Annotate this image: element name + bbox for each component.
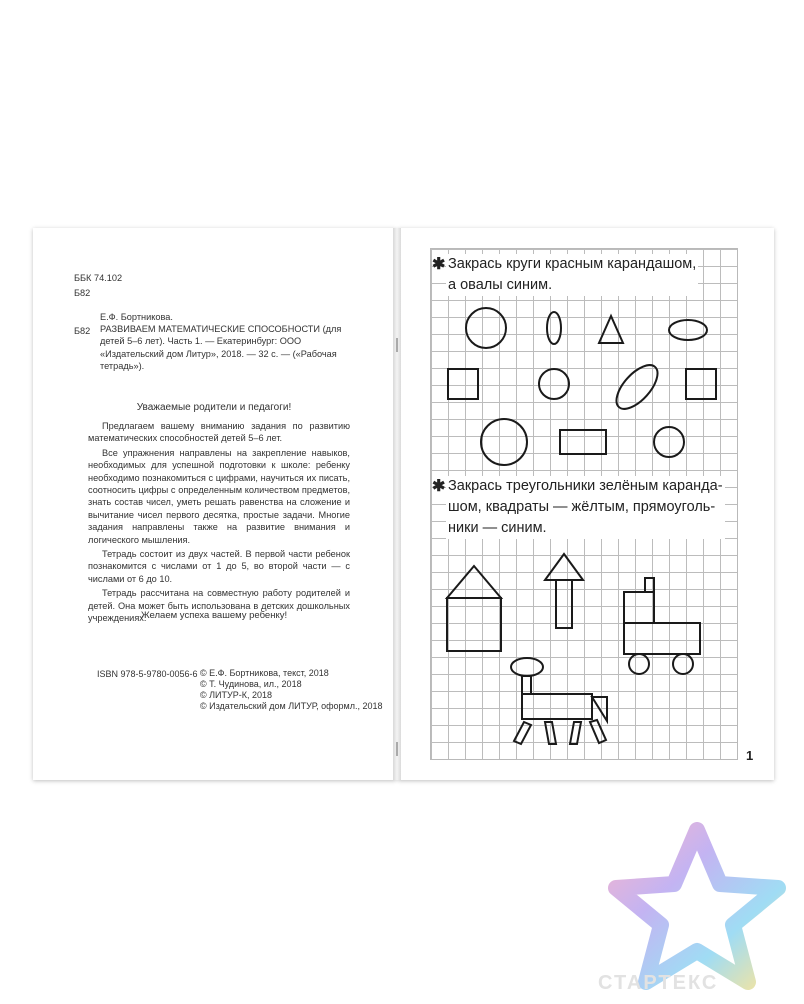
author-name: Е.Ф. Бортникова.	[100, 312, 173, 322]
author-code-top: Б82	[74, 288, 91, 298]
task-line: шом, квадраты — жёлтым, прямоуголь-	[448, 497, 715, 518]
task-line: Закрась круги красным карандашом,	[448, 254, 696, 275]
oval-shape	[609, 358, 664, 416]
oval-shape	[669, 320, 707, 340]
task-line: а овалы синим.	[448, 275, 552, 296]
intro-paragraph: Тетрадь состоит из двух частей. В первой части ребенок познакомится с числами от 1 до 5, во второй части — с числами от 6 до 10.	[88, 549, 350, 584]
house-roof-triangle	[447, 566, 501, 598]
cart-back-square	[624, 592, 654, 623]
closing-wish: Желаем успеха вашему ребенку!	[140, 610, 288, 621]
horse-neck-rect	[522, 676, 531, 694]
cart-wheel-circle	[629, 654, 649, 674]
circle-shape	[539, 369, 569, 399]
copyright-line: © Е.Ф. Бортникова, текст, 2018	[200, 668, 329, 678]
horse-leg	[570, 722, 581, 744]
copyright-line: © Т. Чудинова, ил., 2018	[200, 679, 302, 689]
circle-shape	[466, 308, 506, 348]
bibliographic-entry: РАЗВИВАЕМ МАТЕМАТИЧЕСКИЕ СПОСОБНОСТИ (для детей 5–6 лет). Часть 1. — Екатеринбург: ООО «Издательский дом Литур», 2018. — 32 с. — («Рабочая тетрадь»).	[100, 324, 342, 372]
horse-tail-triangle	[592, 697, 607, 721]
horse-body-rectangle	[522, 694, 592, 719]
page-number: 1	[746, 748, 754, 763]
task-line: Закрась треугольники зелёным каранда-	[448, 476, 723, 497]
intro-paragraph: Тетрадь рассчитана на совместную работу родителей и детей. Она может быть использована в детских дошкольных учреждениях.	[88, 588, 350, 624]
square-shape	[448, 369, 478, 399]
task-2-instruction	[446, 476, 725, 539]
horse-leg	[545, 722, 556, 744]
author-code-side: Б82	[74, 326, 91, 336]
oval-shape	[547, 312, 561, 344]
intro-paragraph: Все упражнения направлены на закрепление навыков, необходимых для успешной подготовки к школе: ребенку необходимо познакомиться с цифрами, научиться их писать, соотносить цифры с определенным количеством предметов, знать состав чисел, уметь решать равенства на сложение и вычитание чисел первого десятка, простые задачи. Многие задания направлены также на развитие внимания и логического мышления.	[88, 447, 350, 545]
task-line: ники — синим.	[448, 518, 547, 539]
cart-handle-rect	[645, 578, 654, 592]
watermark-text: СТАРТЕКС	[598, 972, 719, 994]
task-marker-icon: ✱	[432, 478, 446, 495]
copyright-line: © ЛИТУР-К, 2018	[200, 690, 272, 700]
isbn: ISBN 978-5-9780-0056-6	[97, 669, 198, 679]
bbk-code: ББК 74.102	[74, 273, 123, 283]
arrow-triangle	[545, 554, 583, 580]
house-square	[447, 598, 501, 651]
cart-body-rectangle	[624, 623, 700, 654]
greeting-heading: Уважаемые родители и педагоги!	[136, 402, 292, 413]
arrow-rectangle	[556, 580, 572, 628]
task-1-instruction	[446, 254, 698, 296]
horse-head-oval	[511, 658, 543, 676]
circle-shape	[654, 427, 684, 457]
circle-shape	[481, 419, 527, 465]
rectangle-shape	[560, 430, 606, 454]
copyright-line: © Издательский дом ЛИТУР, оформл., 2018	[200, 701, 383, 711]
horse-leg	[590, 720, 606, 743]
square-shape	[686, 369, 716, 399]
intro-paragraph: Предлагаем вашему вниманию задания по развитию математических способностей детей 5–6 лет.	[88, 421, 350, 444]
triangle-shape	[599, 316, 623, 343]
horse-leg	[514, 722, 531, 744]
task-marker-icon: ✱	[432, 256, 446, 273]
cart-wheel-circle	[673, 654, 693, 674]
